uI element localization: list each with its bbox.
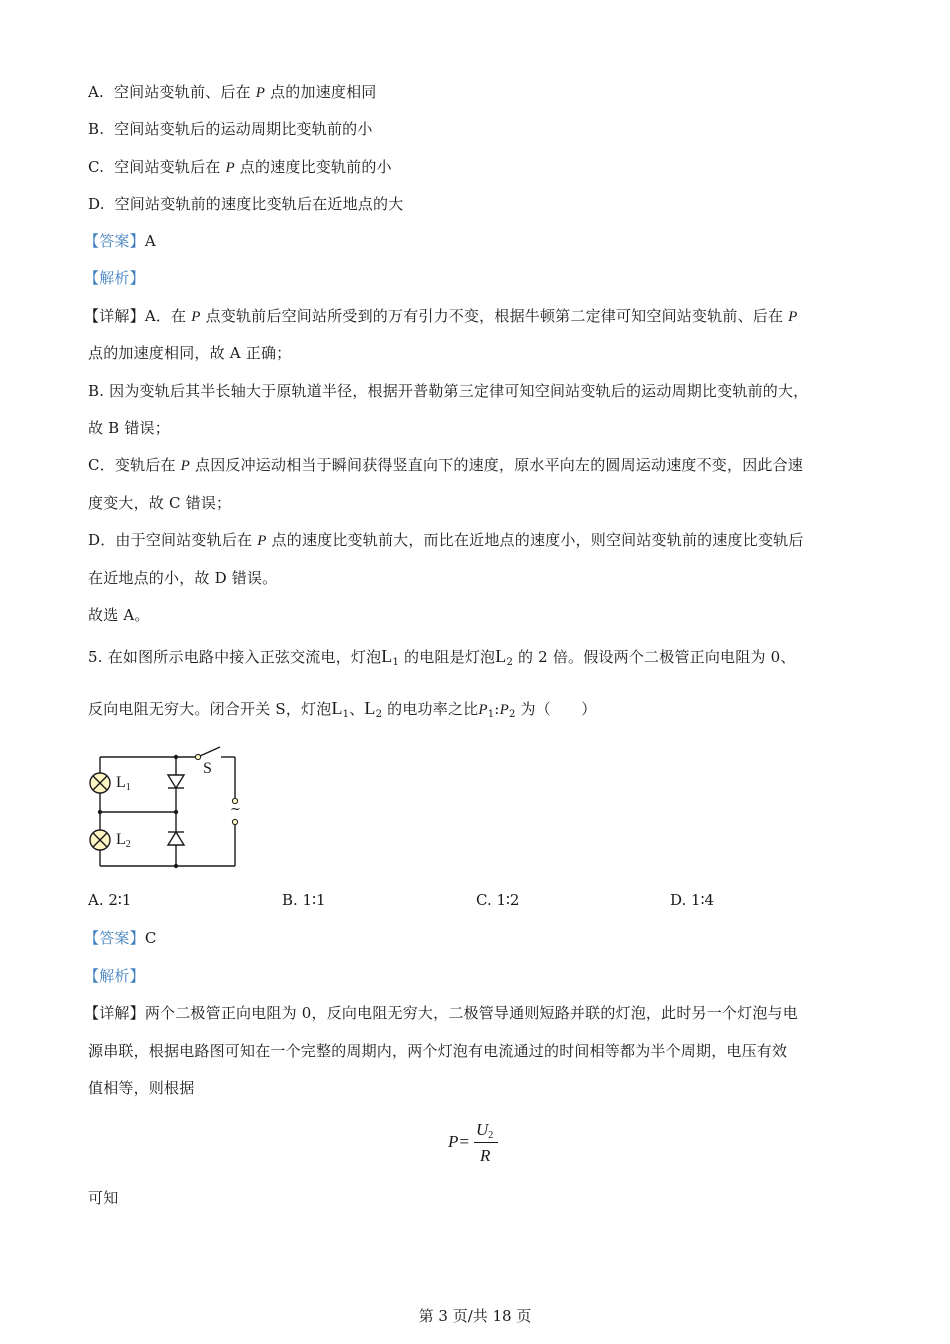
detail-text: A．在 <box>144 307 187 325</box>
answer-label: 【答案】 <box>84 929 145 947</box>
subscript: 1 <box>342 709 350 720</box>
q4-detail-c-line2 <box>88 493 231 513</box>
ratio-colon: : <box>494 700 500 718</box>
subscript: 1 <box>487 709 495 720</box>
circuit-diagram <box>80 735 260 875</box>
option-text: 空间站变轨后在 <box>114 158 221 176</box>
subscript: 2 <box>508 709 516 720</box>
variable-p: P <box>788 309 798 325</box>
q5-stem-line1 <box>88 646 796 673</box>
detail-text: 点变轨前后空间站所受到的万有引力不变，根据牛顿第二定律可知空间站变轨前、后在 <box>205 307 784 325</box>
switch-label: S <box>203 760 212 777</box>
stem-text: 的 2 倍。假设两个二极管正向电阻为 0、 <box>517 648 796 666</box>
q5-option-c: C. 1∶2 <box>476 891 520 909</box>
q5-detail-line1 <box>84 1003 798 1023</box>
subscript: 2 <box>506 657 513 668</box>
power-p2: P <box>499 702 509 718</box>
q4-detail-b-line1 <box>88 381 808 401</box>
detail-text: 点的速度比变轨前大，而比在近地点的速度小，则空间站变轨前的速度比变轨后 <box>271 531 804 549</box>
q5-stem-line2 <box>88 698 596 725</box>
q4-option-c <box>88 157 392 178</box>
subscript: 1 <box>392 657 400 668</box>
detail-text: B. 因为变轨后其半长轴大于原轨道半径，根据开普勒第三定律可知空间站变轨后的运动周期比变轨前的大， <box>88 382 809 400</box>
option-text: 空间站变轨后的运动周期比变轨前的小 <box>114 120 373 138</box>
option-text: 点的速度比变轨前的小 <box>239 158 392 176</box>
q4-detail-c-line1 <box>88 455 803 476</box>
ac-source-icon: ~ <box>230 802 241 817</box>
q5-option-d: D. 1∶4 <box>670 891 715 909</box>
detail-text: 源串联，根据电路图可知在一个完整的周期内，两个灯泡有电流通过的时间相等都为半个周期，电压有效 <box>88 1042 788 1060</box>
answer-value: C <box>144 929 157 947</box>
q4-option-b <box>88 119 373 139</box>
formula-lhs: P= <box>448 1132 470 1151</box>
detail-text: 在近地点的小，故 D 错误。 <box>88 569 278 587</box>
detail-label: 【详解】 <box>84 307 145 325</box>
q5-detail-line2 <box>88 1041 787 1061</box>
lamp-l2-symbol: L <box>495 646 507 666</box>
answer-label: 【答案】 <box>84 232 145 250</box>
detail-text: 故选 A。 <box>88 606 150 624</box>
detail-text: 值相等，则根据 <box>88 1079 195 1097</box>
stem-text: 为（ ） <box>520 700 597 718</box>
q4-answer <box>84 231 156 251</box>
q4-detail-a-line2 <box>88 343 291 363</box>
q4-analysis <box>84 268 145 288</box>
option-text: 空间站变轨前的速度比变轨后在近地点的大 <box>114 195 404 213</box>
q4-conclusion <box>88 605 150 625</box>
analysis-label: 【解析】 <box>84 967 145 985</box>
variable-p: P <box>257 533 267 549</box>
q5-detail-line3 <box>88 1078 194 1098</box>
separator: 、 <box>349 700 365 718</box>
analysis-label: 【解析】 <box>84 269 145 287</box>
stem-text: 反向电阻无穷大。闭合开关 S，灯泡 <box>88 700 332 718</box>
detail-text: 点因反冲运动相当于瞬间获得竖直向下的速度，原水平向左的圆周运动速度不变，因此合速 <box>195 456 804 474</box>
lamp-l1-symbol: L <box>331 698 343 718</box>
formula-denominator: R <box>480 1146 491 1165</box>
detail-text: 度变大，故 C 错误； <box>88 494 232 512</box>
page-footer: 第 3 页/共 18 页 <box>418 1307 532 1325</box>
option-letter: B. <box>88 120 105 138</box>
q5-after-formula <box>88 1188 118 1208</box>
q5-analysis <box>84 966 145 986</box>
lamp-l2-label: $L_2$ <box>116 831 131 850</box>
lamp-l1-label: $L_1$ <box>116 774 131 793</box>
formula-numerator: $U_2$ <box>476 1120 494 1141</box>
detail-text: D．由于空间站变轨后在 <box>88 531 253 549</box>
variable-p: P <box>191 309 201 325</box>
q5-option-a: A. 2∶1 <box>88 891 132 909</box>
q4-option-a <box>88 82 376 103</box>
question-number: 5. <box>88 648 103 666</box>
q4-detail-a-line1 <box>84 306 798 327</box>
lamp-l1-symbol: L <box>381 646 393 666</box>
q5-option-b: B. 1∶1 <box>282 891 326 909</box>
detail-text: 点的加速度相同，故 A 正确； <box>88 344 292 362</box>
option-letter: C. <box>88 158 105 176</box>
power-formula <box>448 1120 508 1170</box>
option-text: 空间站变轨前、后在 <box>113 83 251 101</box>
power-p1: P <box>478 702 488 718</box>
q5-answer <box>84 928 157 948</box>
detail-text: 故 B 错误； <box>88 419 170 437</box>
variable-p: P <box>180 458 191 474</box>
answer-value: A <box>144 232 156 250</box>
stem-text: 的电功率之比 <box>387 700 479 718</box>
stem-text: 在如图所示电路中接入正弦交流电，灯泡 <box>107 648 382 666</box>
detail-label: 【详解】 <box>84 1004 145 1022</box>
lamp-l2-symbol: L <box>364 698 376 718</box>
subscript: 2 <box>375 709 383 720</box>
fraction-bar <box>474 1142 498 1143</box>
option-letter: A. <box>88 83 105 101</box>
variable-p: P <box>225 160 235 176</box>
q5-options <box>88 891 868 911</box>
detail-text: 两个二极管正向电阻为 0，反向电阻无穷大，二极管导通则短路并联的灯泡，此时另一个灯泡与电 <box>144 1004 798 1022</box>
detail-text: C．变轨后在 <box>88 456 176 474</box>
q4-detail-d-line2 <box>88 568 277 588</box>
variable-p: P <box>255 85 266 101</box>
q4-detail-d-line1 <box>88 530 804 551</box>
option-letter: D. <box>88 195 105 213</box>
detail-text: 可知 <box>88 1189 119 1207</box>
q4-option-d <box>88 194 403 214</box>
option-text: 点的加速度相同 <box>270 83 377 101</box>
q4-detail-b-line2 <box>88 418 170 438</box>
stem-text: 的电阻是灯泡 <box>404 648 496 666</box>
